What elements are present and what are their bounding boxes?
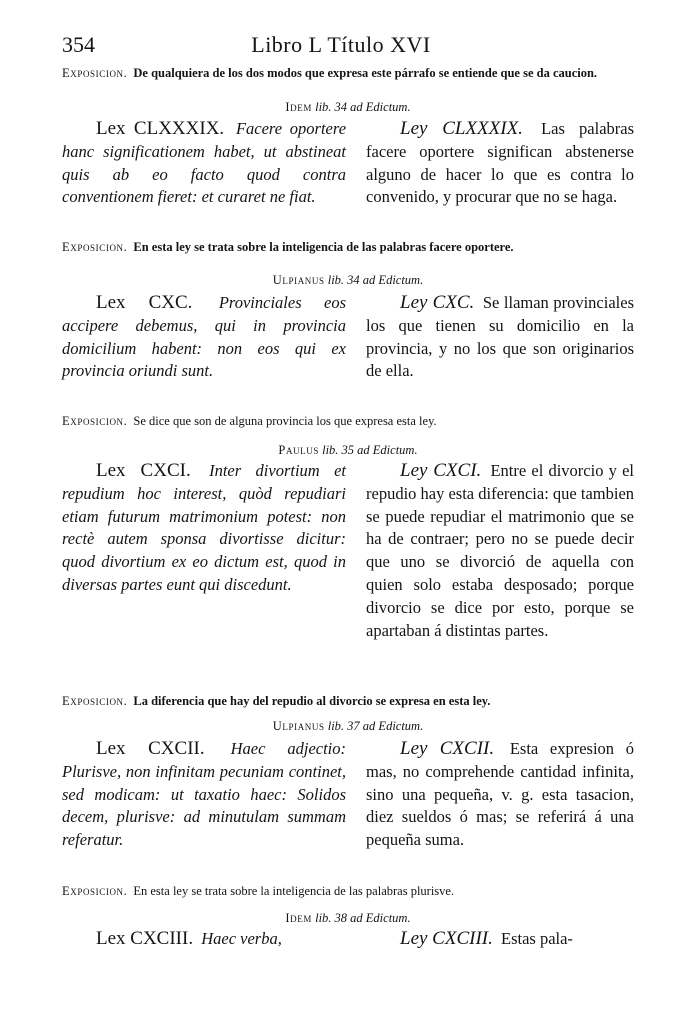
source-author: Ulpianus <box>272 719 325 733</box>
latin-text-189 <box>62 118 346 209</box>
law-192 <box>62 738 634 852</box>
exposition-label: Exposicion. <box>62 240 128 254</box>
exposition-text: En esta ley se trata sobre la inteligencia de las palabras plurisve. <box>133 884 455 898</box>
latin-text-193 <box>62 928 346 951</box>
exposition-label: Exposicion. <box>62 66 128 80</box>
page-number: 354 <box>62 32 95 57</box>
exposition-191 <box>62 694 634 709</box>
source-author: Paulus <box>278 443 319 457</box>
exposition-label: Exposicion. <box>62 694 128 708</box>
exposition-text: De qualquiera de los dos modos que expresa este párrafo se entiende que se da caucion. <box>133 66 598 80</box>
latin-text-190 <box>62 292 346 383</box>
exposition-192 <box>62 884 634 899</box>
law-190 <box>62 292 634 383</box>
spanish-law-text: Se llaman provinciales los que tienen su domicilio en la provincia, y no los que son originarios de ella. <box>366 293 634 381</box>
source-author: Idem <box>285 100 312 114</box>
spanish-law-heading: Ley CXCIII. <box>400 928 493 949</box>
latin-law-heading: Lex CXCI. <box>96 460 191 481</box>
latin-law-text: Facere oportere hanc significationem habet, ut abstineat quis ab eo facto quod contra conventionem fieret: et curaret ne fiat. <box>62 119 347 207</box>
spanish-law-heading: Ley CXCI. <box>400 460 482 481</box>
source-citation-192 <box>62 718 634 735</box>
spanish-law-text: Esta expresion ó mas, no comprehende cantidad infinita, sino una pequeña, v. g. esta tasacion, diez sueldos ó mas; se referirá á una pequeña suma. <box>366 739 634 850</box>
exposition-text: En esta ley se trata sobre la inteligencia de las palabras facere oportere. <box>133 240 514 254</box>
source-reference: lib. 35 ad Edictum. <box>322 443 418 457</box>
exposition-0 <box>62 66 634 81</box>
latin-law-text: Provinciales eos accipere debemus, qui in provincia domicilium habent: non eos qui ex provincia oriundi sunt. <box>62 293 347 381</box>
source-citation-191 <box>62 442 634 459</box>
spanish-law-heading: Ley CXCII. <box>400 738 495 759</box>
latin-law-heading: Lex CXCII. <box>96 738 205 759</box>
spanish-law-text: Estas pala- <box>501 929 573 948</box>
source-reference: lib. 34 ad Edictum. <box>315 100 411 114</box>
running-title: Libro L Título XVI <box>251 32 431 57</box>
exposition-189 <box>62 240 634 255</box>
spanish-text-193 <box>366 928 634 951</box>
latin-law-text: Inter divortium et repudium hoc interest, quòd repudiari etiam futurum matrimonium potest: non rectè autem sponsa divortisse dicitur: quod divortium ex eo dictum est, quod in diversas partes eunt qui discedunt. <box>62 461 347 594</box>
spanish-text-192 <box>366 738 634 852</box>
law-193 <box>62 928 634 951</box>
spanish-text-189 <box>366 118 634 209</box>
latin-text-192 <box>62 738 346 852</box>
spanish-text-191 <box>366 460 634 642</box>
spanish-law-text: Entre el divorcio y el repudio hay esta diferencia: que tambien se puede repudiar el matrimonio que se ha de contraer; pero no se puede decir que uno se divorció de aquella con quien solo estaba desposado; porque divorcio se dice por esto, porque se apartaban á distintas partes. <box>366 461 635 640</box>
latin-law-heading: Lex CXC. <box>96 292 193 313</box>
page-header <box>0 32 682 62</box>
latin-text-191 <box>62 460 346 642</box>
latin-law-heading: Lex CLXXXIX. <box>96 118 225 139</box>
spanish-law-heading: Ley CLXXXIX. <box>400 118 523 139</box>
source-reference: lib. 38 ad Edictum. <box>315 911 411 925</box>
source-author: Ulpianus <box>272 273 325 287</box>
exposition-label: Exposicion. <box>62 414 128 428</box>
source-author: Idem <box>285 911 312 925</box>
source-citation-193 <box>62 910 634 927</box>
latin-law-text: Haec verba, <box>201 929 282 948</box>
exposition-190 <box>62 414 634 429</box>
latin-law-text: Haec adjectio: Plurisve, non infinitam pecuniam continet, sed modicam: ut taxatio haec: Solidos decem, plurisve: ad minutulam summam referatur. <box>62 739 346 850</box>
exposition-label: Exposicion. <box>62 884 128 898</box>
spanish-text-190 <box>366 292 634 383</box>
spanish-law-text: Las palabras facere oportere significan abstenerse alguno de hacer lo que es contra lo convenido, y procurar que no se haga. <box>366 119 635 207</box>
law-191 <box>62 460 634 642</box>
source-reference: lib. 37 ad Edictum. <box>327 719 424 733</box>
source-citation-189 <box>62 99 634 116</box>
source-reference: lib. 34 ad Edictum. <box>327 273 424 287</box>
exposition-text: La diferencia que hay del repudio al divorcio se expresa en esta ley. <box>133 694 491 708</box>
latin-law-heading: Lex CXCIII. <box>96 928 194 949</box>
exposition-text: Se dice que son de alguna provincia los que expresa esta ley. <box>133 414 437 428</box>
spanish-law-heading: Ley CXC. <box>400 292 475 313</box>
law-189 <box>62 118 634 209</box>
source-citation-190 <box>62 272 634 289</box>
